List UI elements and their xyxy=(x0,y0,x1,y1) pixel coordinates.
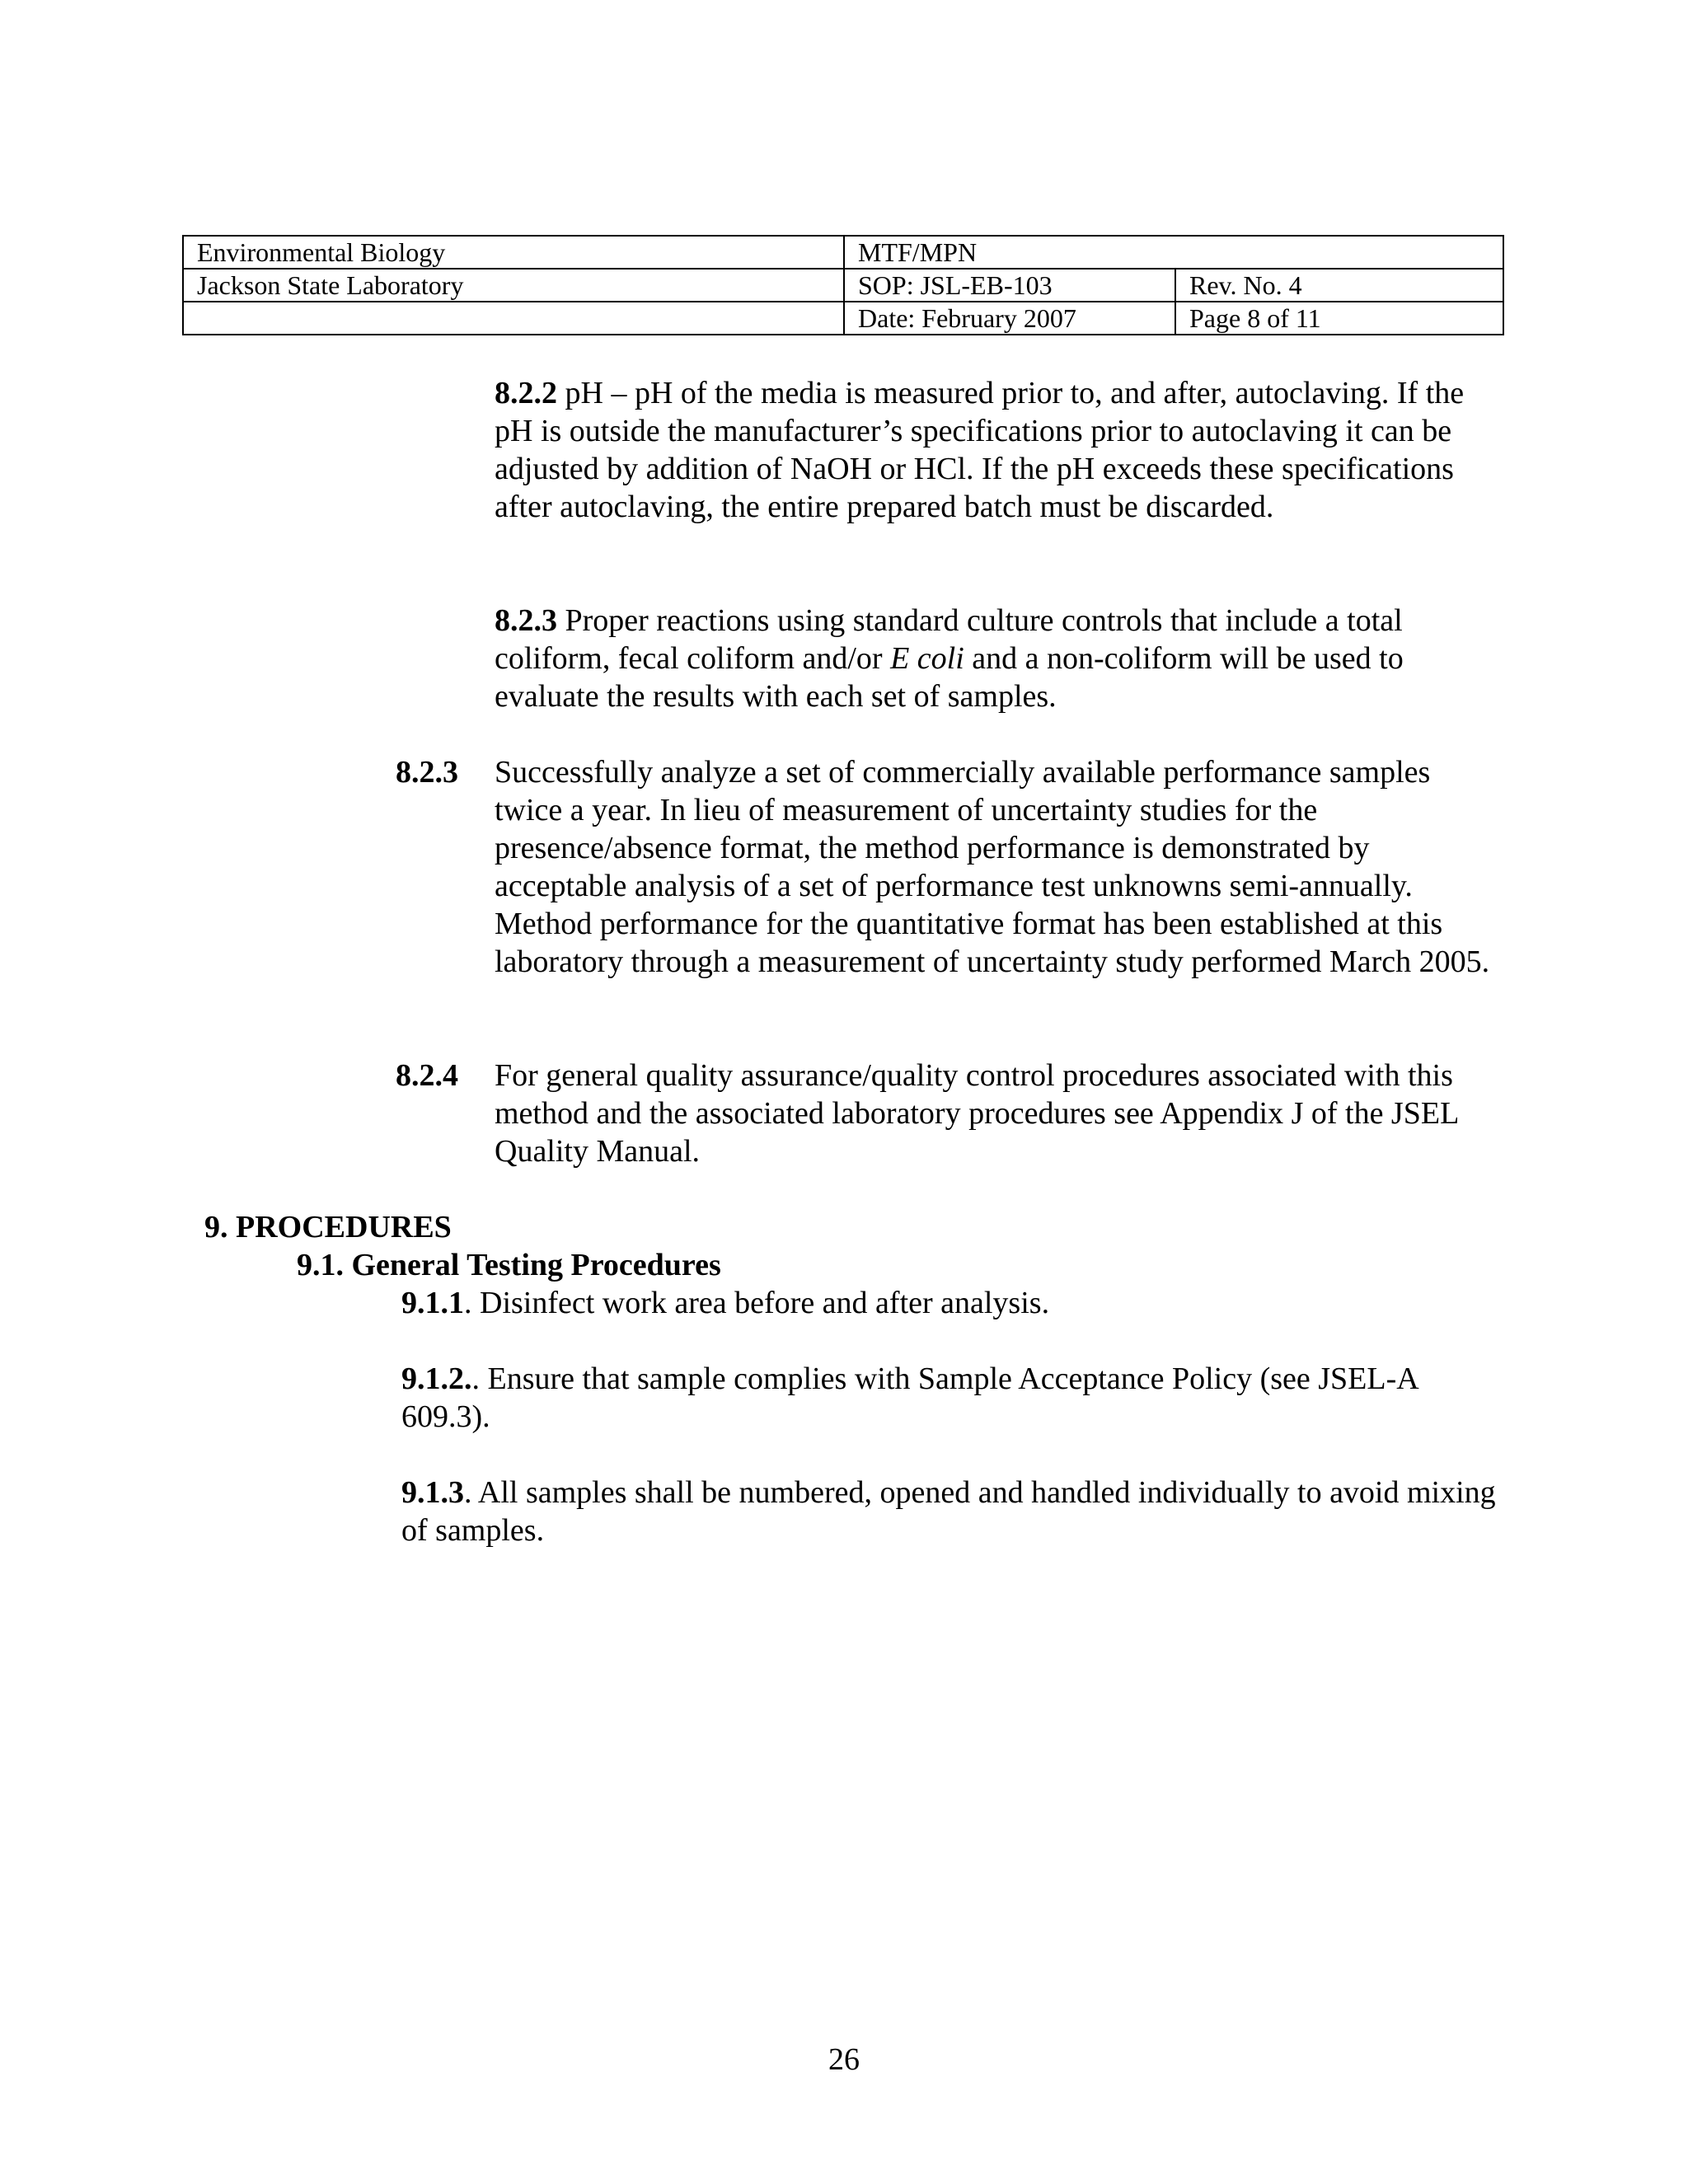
header-row xyxy=(183,302,1503,335)
section-text: Proper reactions using standard culture controls that include a total coliform, fecal coliform and/or xyxy=(495,603,1403,676)
department-cell: Environmental Biology xyxy=(183,236,844,269)
section-text: Successfully analyze a set of commercially available performance samples twice a year. In lieu of measurement of uncertainty studies for the presence/absence format, the method performance is demonstrated by acceptable analysis of a set of performance test unknowns semi-annually. Method performance for the quantitative format has been established at this laboratory through a measurement of uncertainty study performed March 2005. xyxy=(495,755,1490,979)
revision-cell: Rev. No. 4 xyxy=(1175,269,1503,302)
section-number: 9.1.1 xyxy=(401,1286,464,1320)
section-8-2-3-performance xyxy=(495,753,1500,981)
section-text: . Ensure that sample complies with Sample Acceptance Policy (see JSEL-A 609.3). xyxy=(401,1361,1418,1434)
section-number: 9.1.3 xyxy=(401,1475,464,1510)
section-number: 8.2.2 xyxy=(495,376,557,410)
page-of-cell: Page 8 of 11 xyxy=(1175,302,1503,335)
subsection-heading-general-testing: 9.1. General Testing Procedures xyxy=(297,1248,721,1282)
section-8-2-3-controls xyxy=(495,602,1500,715)
section-text-italic: E coli xyxy=(890,641,964,676)
date-cell: Date: February 2007 xyxy=(844,302,1175,335)
section-text: pH – pH of the media is measured prior to, and after, autoclaving. If the pH is outside the manufacturer’s specifications prior to autoclaving it can be adjusted by addition of NaOH or HCl. If the pH exceeds these specifications after autoclaving, the entire prepared batch must be discarded. xyxy=(495,376,1465,524)
section-text: . All samples shall be numbered, opened and handled individually to avoid mixing of samples. xyxy=(401,1475,1496,1548)
laboratory-cell: Jackson State Laboratory xyxy=(183,269,844,302)
section-9-1-3 xyxy=(401,1474,1498,1549)
section-number: 8.2.3 xyxy=(495,603,557,638)
page-number: 26 xyxy=(828,2042,860,2077)
section-number: 8.2.4 xyxy=(396,1058,458,1093)
section-number: 8.2.3 xyxy=(396,755,458,790)
empty-cell xyxy=(183,302,844,335)
section-text: . Disinfect work area before and after analysis. xyxy=(464,1286,1050,1320)
section-9-1-1 xyxy=(401,1284,1498,1322)
section-8-2-4 xyxy=(495,1057,1500,1170)
section-heading-procedures: 9. PROCEDURES xyxy=(204,1210,452,1244)
section-9-1-2 xyxy=(401,1360,1498,1436)
sop-cell: SOP: JSL-EB-103 xyxy=(844,269,1175,302)
section-text: and a non-coliform will be used to evaluate the results with each set of samples. xyxy=(495,641,1404,714)
section-text: For general quality assurance/quality control procedures associated with this method and the associated laboratory procedures see Appendix J of the JSEL Quality Manual. xyxy=(495,1058,1458,1169)
header-row xyxy=(183,269,1503,302)
document-header-table xyxy=(182,235,1504,335)
header-row xyxy=(183,236,1503,269)
section-number: 9.1.2. xyxy=(401,1361,472,1396)
method-cell: MTF/MPN xyxy=(844,236,1503,269)
section-8-2-2 xyxy=(495,374,1500,526)
